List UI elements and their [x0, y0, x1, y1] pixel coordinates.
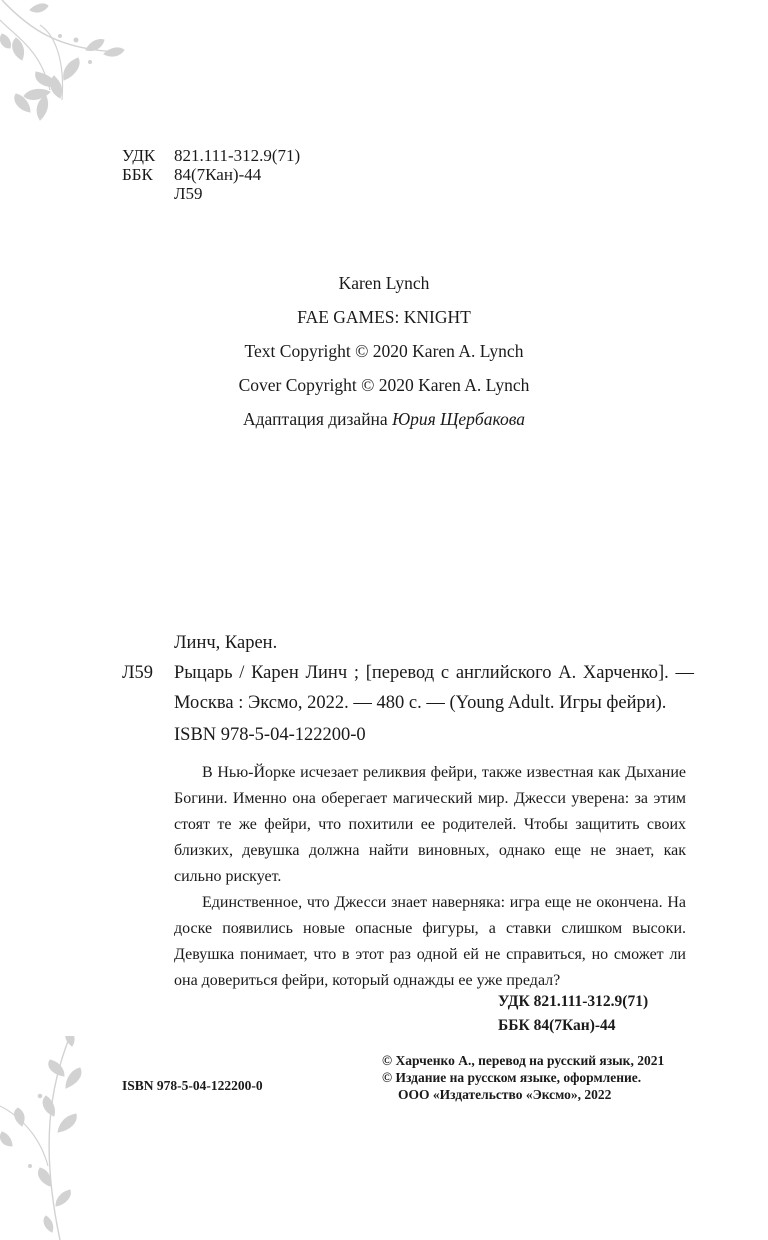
designer-name: Юрия Щербакова	[392, 409, 525, 429]
title-en: FAE GAMES: KNIGHT	[297, 307, 471, 327]
udk-right: УДК 821.111-312.9(71)	[498, 993, 649, 1010]
annotation-paragraph: Единственное, что Джесси знает наверняка: игра еще не окончена. На доске появились новые опасные фигуры, а ставки слишком высоки. Девушка понимает, что в этот раз одной ей не справиться, но сможет ли она довериться фейри, который однажды ее уже предал?	[174, 894, 686, 989]
author-mark: Л59	[174, 184, 203, 203]
author-mark-row	[122, 184, 300, 203]
bbk-value: 84(7Кан)-44	[174, 165, 262, 184]
classification-codes-right	[498, 990, 648, 1038]
vine-ornament-top-icon	[0, 0, 130, 130]
annotation-paragraph: В Нью-Йорке исчезает реликвия фейри, также известная как Дыхание Богини. Именно она оберегает магический мир. Джесси уверена: за этим стоят те же фейри, что похитили ее родителей. Чтобы защитить своих близких, девушка должна найти виновных, однако еще не знает, как сильно рискует.	[174, 764, 686, 885]
author-en: Karen Lynch	[338, 273, 430, 293]
bbk-code-row	[122, 165, 300, 184]
udk-code-row	[122, 146, 300, 165]
author-mark-left: Л59	[122, 663, 154, 683]
translation-copyright: © Харченко А., перевод на русский язык, 2021	[382, 1053, 665, 1068]
bbk-label: ББК	[122, 165, 153, 184]
cover-copyright: Cover Copyright © 2020 Karen A. Lynch	[238, 375, 530, 395]
design-label: Адаптация дизайна	[243, 409, 388, 429]
annotation	[174, 760, 686, 994]
bibliographic-description: Рыцарь / Карен Линч ; [перевод с английского А. Харченко]. — Москва : Эксмо, 2022. — 480 с. — (Young Adult. Игры фейри).	[174, 663, 694, 713]
catalog-main-row	[122, 658, 702, 718]
udk-label: УДК	[122, 146, 156, 165]
author-heading: Линч, Карен.	[174, 633, 278, 653]
copyright-notices	[382, 1052, 664, 1103]
isbn-main: ISBN 978-5-04-122200-0	[174, 725, 366, 745]
classification-codes-top	[122, 146, 300, 203]
original-credits	[0, 266, 768, 436]
text-copyright: Text Copyright © 2020 Karen A. Lynch	[244, 341, 524, 361]
publisher-copyright: ООО «Издательство «Эксмо», 2022	[398, 1087, 612, 1102]
edition-copyright: © Издание на русском языке, оформление.	[382, 1070, 642, 1085]
design-credit	[0, 402, 768, 436]
vine-ornament-bottom-icon	[0, 1036, 110, 1240]
catalog-entry	[122, 628, 702, 750]
bbk-right: ББК 84(7Кан)-44	[498, 1017, 616, 1034]
isbn-bottom: ISBN 978-5-04-122200-0	[122, 1078, 263, 1093]
udk-value: 821.111-312.9(71)	[174, 146, 301, 165]
